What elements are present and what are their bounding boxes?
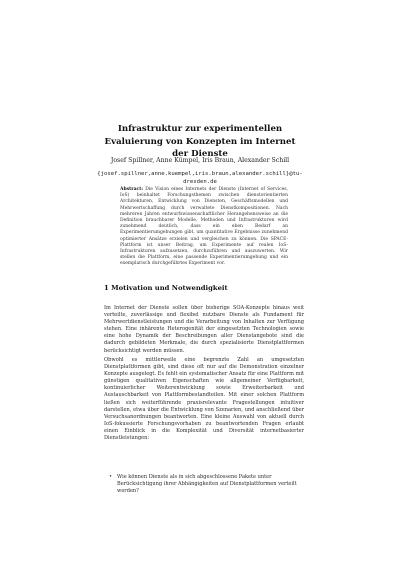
body-paragraph-1: Im Internet der Dienste sollen über bisherige SOA-Konzepte hinaus weit verteilte, zuverlässige und flexibel nutzbare Dienste als Fundament für Mehrwertdienstleistungen und die Verarbeitung von Inhalten zur Verfügung stehen. Eine inhärente Heterogenität der eingesetzten Technologien sowie eine hohe Dynamik der Beschreibungen aller Dienstangebote sind die dadurch gebildeten Merkmale, die durch spezialisierte Dienstplattformen berücksichtigt werden müssen. (104, 305, 304, 354)
paper-title: Infrastruktur zur experimentellen Evaluierung von Konzepten im Internet der Dienste (104, 124, 296, 159)
body-paragraph-2: Obwohl es mittlerweile eine begrenzte Zahl an umgesetzten Dienstplattformen gibt, sind diese oft nur auf die Demonstration einzelner Konzepte ausgelegt. Es fehlt ein systematischer Ansatz für eine Plattform mit günstigen qualitativen Eigenschaften wie allgemeiner Verfügbarkeit, kontinuierlicher Weiterentwicklung sowie Erweiterbarkeit und Austauschbarkeit von Plattformbestandteilen. Mit einer solchen Plattform ließen sich weiterführende praxisrelevante Fragestellungen intuitiver darstellen, etwa über die Entwicklung von Szenarien, und anschließend über Versuchsanordnungen beantworten. Eine kleine Auswahl von aktuell durch IoS-fokussierte Forschungsvorhaben zu beantwortenden Fragen erlaubt einen Einblick in die Komplexität und Diversität internetbasierter Dienstleistungen: (104, 357, 304, 442)
bullet-item (109, 474, 303, 495)
section-heading: 1 Motivation und Notwendigkeit (104, 284, 228, 292)
abstract (120, 187, 288, 268)
author-emails: {josef.spillner,anne.kuempel,iris.braun,alexander.schill}@tu-dresden.de (97, 171, 303, 185)
bullet-marker: • (109, 474, 112, 480)
bullet-text: Wie können Dienste als in sich abgeschlossene Pakete unter Berücksichtigung ihrer Abhängigkeiten auf Dienstplattformen verteilt werden? (117, 474, 297, 495)
abstract-text: Die Vision eines Internets der Dienste (Internet of Services, IoS) beinhaltet Forschungsthemen zwischen dienstorientierten Architekturen, Entwicklung von Diensten, Geschäftsmodellen und Mehrwertschaffung durch verwaltete Dienstkompositionen. Nach mehreren Jahren entwurfswissenschaftlicher Herangehensweise an die Definition brauchbarer Modelle, Methoden und Infrastrukturen wird zunehmend deutlich, dass ein eben Bedarf an Experimentierumgebungen gibt, um quantitative Ergebnisse zunehmend optimierter Ansätze erzielen und vergleichen zu können. Die SPACE-Plattform ist unser Beitrag, um Experimente auf realen IoS-Infrastrukturen aufzusetzen, durchzuführen und auszuwerten. Wir stellen die Plattform, eine passende Experimentierumgebung und ein exemplarisch durchgeführtes Experiment vor. (120, 187, 288, 267)
author-list: Josef Spillner, Anne Kümpel, Iris Braun, Alexander Schill (110, 157, 290, 164)
abstract-label: Abstract: (120, 187, 144, 192)
